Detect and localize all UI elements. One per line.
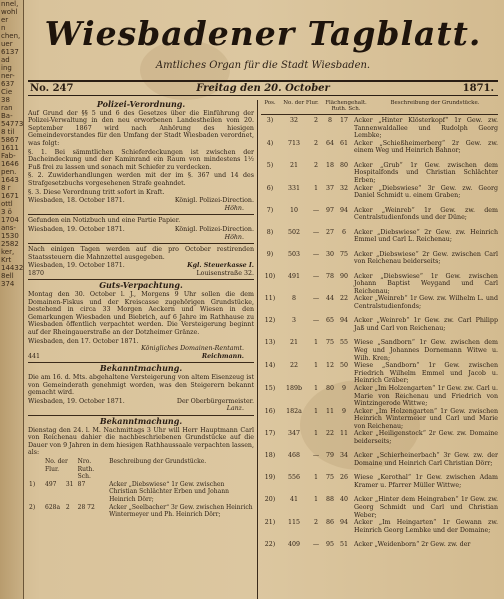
row-no: 347 [287, 430, 301, 438]
section-paragraph: §. 2. Zuwiderhandlungen werden mit der im §. 367 und 14 des Strafgesetzbuchs vorgesehenen Strafe geahndet. [28, 172, 254, 187]
strip-line: 2582 [1, 240, 19, 248]
row-sf: 26 [339, 474, 348, 482]
strip-line: ner- [1, 72, 15, 80]
sign-place: Wiesbaden, 18. October 1871. [28, 197, 125, 205]
sign-org: Der Oberbürgermeister. [176, 397, 254, 405]
row-f: 64 [325, 139, 334, 147]
row-pos: 15) [264, 384, 276, 392]
row-sf: 61 [339, 139, 348, 147]
header-cell: Beschreibung der Grundstücke. [390, 100, 480, 106]
strip-line: 3 ö [1, 208, 12, 216]
strip-line: 1704 [1, 216, 19, 224]
masthead-subtitle: Amtliches Organ für die Stadt Wiesbaden. [155, 60, 371, 71]
header-cell: No. der Flur. [283, 100, 319, 106]
strip-line: ing [1, 64, 12, 72]
row-no: 468 [287, 452, 301, 460]
row-no: 22 [289, 362, 298, 370]
header-cell: No. der Flur. [45, 457, 68, 473]
row-cell: 1) [29, 480, 36, 488]
section-title: Bekanntmachung. [99, 363, 183, 374]
table-row [261, 474, 498, 496]
sign-org: Königl. Polizei-Direction. [174, 225, 254, 233]
lease-table [28, 458, 254, 519]
signature-line [28, 270, 254, 278]
sign-name: Höhn. [224, 204, 244, 212]
row-sf: 9 [341, 407, 346, 415]
table-row [261, 317, 498, 339]
row-f: 18 [325, 161, 334, 169]
sign-place: Wiesbaden, 19. October 1871. [28, 225, 125, 233]
row-no: 556 [287, 474, 301, 482]
row-r: — [312, 317, 320, 325]
row-desc: Acker „Hinter Klösterkopf“ 1r Gew. zw. Tannenwaldallee und Rudolph Georg Lembke; [354, 117, 498, 140]
strip-line: 8ell [1, 272, 14, 280]
row-pos: 20) [264, 496, 276, 504]
row-no: 3 [291, 317, 296, 325]
sign-org: Königl. Polizei-Direction. [174, 197, 254, 205]
row-desc: Acker „Diebswiese“ 2r Gew. zwischen Carl von Reichenau beiderseits; [354, 250, 498, 266]
divider [28, 214, 254, 215]
strip-line: er [1, 16, 9, 24]
table-row [261, 408, 498, 431]
signature-line [28, 226, 254, 234]
row-cell: Acker „Diebswiese“ 1r Gew. zwischen Christian Schlächter Erben und Johann Heinrich Dörr; [109, 480, 229, 503]
row-sf: 90 [339, 272, 348, 280]
row-desc: Acker „Weidenborn“ 2r Gew. zw. der [354, 541, 471, 549]
row-pos: 6) [266, 184, 274, 192]
row-desc: Acker „Im Holzengarten“ 1r Gew. zwischen Heinrich Wintermeier und Carl und Marie von Reichenau; [354, 407, 498, 430]
sign-org: Königliches Domainen-Rentamt. [141, 345, 244, 353]
sign-org: Kgl. Steuerkasse I. [187, 262, 254, 270]
row-sf: 22 [339, 295, 348, 303]
row-pos: 8) [266, 228, 274, 236]
row-r: 1 [313, 362, 318, 370]
strip-line: Fab- [1, 152, 16, 160]
row-desc: Acker „Im Holzengarten“ 1r Gew. zw. Carl u. Marie von Reichenau und Friedrich von Wintzingerode Wittwe; [354, 384, 498, 408]
strip-line: 1671 [1, 192, 19, 200]
table-row [261, 452, 498, 474]
ad-number: 1870 [28, 269, 45, 277]
row-r: — [312, 452, 320, 460]
signature-line [28, 262, 254, 270]
strip-line: Krt [1, 256, 12, 264]
row-f: 12 [325, 362, 334, 370]
table-row [261, 339, 498, 362]
row-pos: 9) [266, 250, 274, 258]
row-r: — [312, 541, 320, 549]
sign-place: Wiesbaden, 19. October 1871. [28, 262, 125, 270]
row-r: 1 [313, 339, 318, 347]
row-f: 86 [325, 519, 334, 527]
row-r: — [312, 250, 320, 258]
parcel-list [261, 117, 498, 563]
row-desc: Acker „Hinter dem Heingraben“ 1r Gew. zw. Georg Schmidt und Carl und Christian Weber; [354, 496, 498, 519]
strip-line: 1643 [1, 176, 19, 184]
sign-place: Wiesbaden, den 17. October 1871. [28, 337, 139, 345]
row-desc: Acker „Grub“ 1r Gew. zwischen dem Hospitalfonds und Christian Schlächter Erben; [354, 161, 498, 184]
strip-line: ad [1, 56, 10, 64]
row-sf: 32 [339, 184, 348, 192]
row-sf: 6 [341, 228, 346, 236]
row-r: 2 [313, 139, 318, 147]
table-header [28, 458, 254, 481]
table-row [28, 504, 254, 519]
row-desc: Acker „Weinreb“ 1r Gew. zw. Carl Philipp Jaß und Carl von Reichenau; [354, 317, 498, 332]
row-no: 8 [291, 295, 296, 303]
row-desc: Wiese „Sandborn“ 1r Gew. zwischen dem Weg und Johannes Dornemann Witwe u. Wilh. Kren; [354, 339, 498, 362]
row-r: 1 [313, 407, 318, 415]
row-pos: 11) [264, 295, 276, 303]
table-row [261, 207, 498, 229]
strip-line: 637 [1, 80, 15, 88]
row-no: 115 [287, 519, 301, 527]
row-pos: 17) [264, 430, 276, 438]
row-sf: 75 [339, 250, 348, 258]
signature-line [28, 197, 254, 205]
row-cell: 2) [29, 503, 36, 511]
strip-line: ran [1, 104, 13, 112]
sign-place: Wiesbaden, 19. October 1871. [28, 397, 125, 405]
row-sf: 80 [339, 161, 348, 169]
row-f: 79 [325, 452, 334, 460]
row-r: — [312, 228, 320, 236]
row-cell: 28 72 [77, 503, 95, 511]
row-r: 1 [313, 496, 318, 504]
row-cell: 497 [45, 480, 57, 488]
row-f: 65 [325, 317, 334, 325]
sign-name: Lanz. [226, 405, 244, 413]
row-no: 331 [287, 184, 301, 192]
row-f: 27 [325, 228, 334, 236]
strip-line: chen, [1, 32, 21, 40]
strip-line: ans- [1, 224, 16, 232]
section-text: Gefunden ein Notizbuch und eine Partie Papier. [28, 217, 181, 225]
row-no: 491 [287, 272, 301, 280]
strip-line: Cie [1, 88, 13, 96]
strip-line: ker, [1, 248, 15, 256]
strip-line: 14432 [1, 264, 24, 272]
row-pos: 16) [264, 407, 276, 415]
strip-line: ottl [1, 200, 13, 208]
row-sf: 94 [339, 206, 348, 214]
row-no: 41 [289, 496, 298, 504]
table-row [261, 162, 498, 185]
section-paragraph: §. 3. Diese Verordnung tritt sofort in Kraft. [28, 188, 165, 196]
row-no: 503 [287, 250, 301, 258]
row-desc: Acker „Im Heingarten“ 1r Gewann zw. Heinrich Georg Lembke und der Domaine; [354, 519, 498, 534]
row-no: 21 [289, 161, 298, 169]
row-sf: 94 [339, 317, 348, 325]
issue-number: No. 247 [30, 83, 74, 94]
masthead-title: Wiesbadener Tagblatt. [44, 14, 482, 53]
row-desc: Acker „Diebswiese“ 1r Gew. zwischen Johann Baptist Weygand und Carl Reichenau; [354, 272, 498, 295]
right-column [261, 100, 498, 599]
header-cell: Flächengehalt. Ruth. Sch. [325, 100, 367, 112]
row-sf: 40 [339, 496, 348, 504]
section-text: Die am 16. d. Mts. abgehaltene Versteigerung von altem Eisenzeug ist von Gemeinderath genehmigt worden, was den Steigerern bekannt gemacht wird. [28, 374, 254, 397]
page-main [28, 0, 498, 599]
row-desc: Wiese „Sandborn“ 1r Gew. zwischen Friedrich Wilhelm Emmel und Jacob u. Heinrich Gräber; [354, 362, 498, 385]
row-pos: 10) [264, 272, 276, 280]
table-row [28, 481, 254, 504]
table-row [261, 496, 498, 519]
table-row [261, 229, 498, 251]
row-desc: Acker „Diebswiese“ 2r Gew. zw. Heinrich Emmel und Carl L. Reichenau; [354, 228, 498, 244]
strip-line: 8 r [1, 184, 11, 192]
strip-line: 1646 [1, 160, 19, 168]
row-no: 409 [287, 541, 301, 549]
row-r: — [312, 295, 320, 303]
row-r: — [312, 206, 320, 214]
header-cell: Beschreibung der Grundstücke. [109, 457, 207, 465]
strip-line: wohl [1, 8, 18, 16]
row-desc: Acker „Weinreb“ 1r Gew. zw. dem Centralstudienfonds und der Düne; [354, 206, 498, 222]
row-no: 10 [289, 206, 298, 214]
row-pos: 18) [264, 452, 276, 460]
row-no: 21 [289, 339, 298, 347]
divider [28, 243, 254, 244]
row-f: 8 [327, 117, 332, 124]
row-f: 75 [325, 474, 334, 482]
section-text: Auf Grund der §§ 5 und 6 des Gesetzes über die Einführung der Polizei-Verwaltung in den neu erworbenen Landestheilen vom 20. September 1867 wird nach Anhörung des hiesigen Gemeindevorstandes für den Umfang der Stadt Wiesbaden verordnet, was folgt: [28, 109, 254, 147]
dateline [28, 80, 498, 96]
row-pos: 4) [266, 139, 274, 147]
row-desc: Acker „Diebswiese“ 3r Gew. zw. Georg Daniel Schmidt u. einem Graben; [354, 184, 498, 200]
sign-address: Louisenstraße 32. [196, 269, 254, 277]
row-f: 30 [325, 250, 334, 258]
row-f: 11 [325, 407, 334, 415]
row-f: 97 [325, 206, 334, 214]
strip-line: 1530 [1, 232, 19, 240]
row-cell: 628a [45, 503, 61, 511]
row-f: 88 [325, 496, 334, 504]
row-pos: 3) [266, 117, 274, 124]
table-row [261, 385, 498, 408]
row-r: 1 [313, 430, 318, 438]
row-desc: Acker „Schießheimerberg“ 2r Gew. zw. einem Weg und Heinrich Bahnor; [354, 139, 498, 155]
table-row [261, 519, 498, 541]
sign-name: Höhn. [224, 233, 244, 241]
strip-line: 8 til [1, 128, 15, 136]
row-f: 80 [325, 384, 334, 392]
row-sf: 17 [339, 117, 348, 124]
row-f: 95 [325, 541, 334, 549]
header-cell: Nro. Ruth. Sch. [77, 457, 95, 481]
issue-date: Freitag den 20. October [196, 83, 330, 94]
strip-line: 6137 [1, 48, 19, 56]
table-row [261, 295, 498, 317]
row-no: 189b [285, 384, 303, 392]
row-cell: 2 [65, 503, 70, 511]
row-sf: 11 [339, 430, 348, 438]
signature-line [28, 353, 254, 361]
row-sf: 55 [339, 339, 348, 347]
signature-line [28, 398, 254, 406]
left-column [28, 100, 258, 599]
row-pos: 7) [266, 206, 274, 214]
header-cell: Pos. [264, 100, 276, 106]
strip-line: pen. [1, 168, 17, 176]
row-r: 2 [313, 161, 318, 169]
table-row [261, 117, 498, 140]
strip-line: 54773 [1, 120, 24, 128]
table-row [261, 140, 498, 162]
section-text: Dienstag den 24. l. M. Nachmittags 3 Uhr will Herr Hauptmann Carl von Reichenau dahier die nachbeschriebenen Grundstücke auf die Dauer von 9 Jahren in dem hiesigen Rathhaussaale verpachten lassen, als: [28, 426, 254, 457]
row-desc: Acker „Schierheinerbach“ 3r Gew. zw. der Domaine und Heinrich Carl Christian Dörr; [354, 452, 498, 468]
strip-line: 38 [1, 96, 10, 104]
table-row [261, 430, 498, 452]
row-pos: 22) [264, 541, 276, 549]
row-pos: 5) [266, 161, 274, 169]
section-text: Montag den 30. October l. J., Morgens 9 Uhr sollen die dem Domainen-Fiskus und der Kreiscasse zugehörigen Grundstücke, bestehend in circa 33 Morgen Aeckern und Wiesen in den Gemarkungen Wiesbaden und Biebrich, auf 6 Jahre im Rathhause zu Wiesbaden öffentlich verpachtet werden. Die Versteigerung beginnt auf der Rheingauerstraße an der Dotzheimer Gränze. [28, 291, 254, 337]
row-no: 32 [289, 117, 298, 124]
row-r: 1 [313, 474, 318, 482]
strip-line: 5867 [1, 136, 19, 144]
strip-line: nnel, [1, 0, 19, 8]
row-desc: Wiese „Kerothal“ 1r Gew. zwischen Adam Kramer u. Pfarrer Müller Wittwe; [354, 474, 498, 490]
row-r: 2 [313, 519, 318, 527]
section-title: Polizei-Verordnung. [96, 100, 186, 109]
row-r: — [312, 272, 320, 280]
sign-name: Reichmann. [201, 352, 244, 360]
row-cell: Acker „Seelbacher“ 3r Gew. zwischen Heinrich Wintermeyer und Ph. Heinrich Dörr; [109, 503, 253, 519]
row-pos: 19) [264, 474, 276, 482]
row-pos: 14) [264, 362, 276, 370]
row-r: 1 [313, 184, 318, 192]
row-pos: 13) [264, 339, 276, 347]
table-row [261, 273, 498, 296]
row-r: 1 [313, 384, 318, 392]
strip-line: 1611 [1, 144, 19, 152]
table-row [261, 251, 498, 273]
strip-line: Ba- [1, 112, 13, 120]
table-row [261, 541, 498, 563]
row-pos: 21) [264, 519, 276, 527]
row-desc: Acker „Heiligenstock“ 2r Gew. zw. Domaine beiderseits; [354, 430, 498, 446]
row-r: 2 [313, 117, 318, 124]
adjacent-page-strip [0, 0, 24, 599]
table-header [261, 100, 498, 115]
strip-line: uer [1, 40, 13, 48]
section-title: Bekanntmachung. [99, 415, 183, 426]
row-pos: 12) [264, 317, 276, 325]
row-f: 44 [325, 295, 334, 303]
row-no: 502 [287, 228, 301, 236]
row-sf: 51 [339, 541, 348, 549]
section-title: Guts-Verpachtung. [99, 280, 183, 291]
row-no: 713 [287, 139, 301, 147]
row-sf: 9 [341, 384, 346, 392]
row-f: 22 [325, 430, 334, 438]
row-sf: 34 [339, 452, 348, 460]
row-cell: 87 [77, 480, 86, 488]
table-row [261, 362, 498, 385]
section-text: Nach einigen Tagen werden auf die pro October restirenden Staatssteuern die Mahnzettel ausgegeben. [28, 246, 254, 261]
row-desc: Acker „Weinreb“ 1r Gew. zw. Wilhelm L. und Centralstudienfonds; [354, 295, 498, 310]
strip-line: n [1, 24, 6, 32]
row-cell: 31 [65, 480, 74, 488]
row-no: 182a [286, 407, 302, 415]
row-f: 75 [325, 339, 334, 347]
issue-year: 1871. [462, 83, 494, 94]
strip-line: 374 [1, 280, 15, 288]
row-f: 37 [325, 184, 334, 192]
row-sf: 50 [339, 362, 348, 370]
row-f: 78 [325, 272, 334, 280]
section-paragraph: §. 1. Bei sämmtlichen Schieferdeckungen ist zwischen der Dacheindeckung und der Kaminrand ein Raum von mindestens 1½ Fuß frei zu lassen und sonach mit Schiefer zu verdecken. [28, 148, 254, 171]
table-row [261, 185, 498, 207]
row-sf: 94 [339, 519, 348, 527]
ad-number: 441 [28, 352, 41, 360]
